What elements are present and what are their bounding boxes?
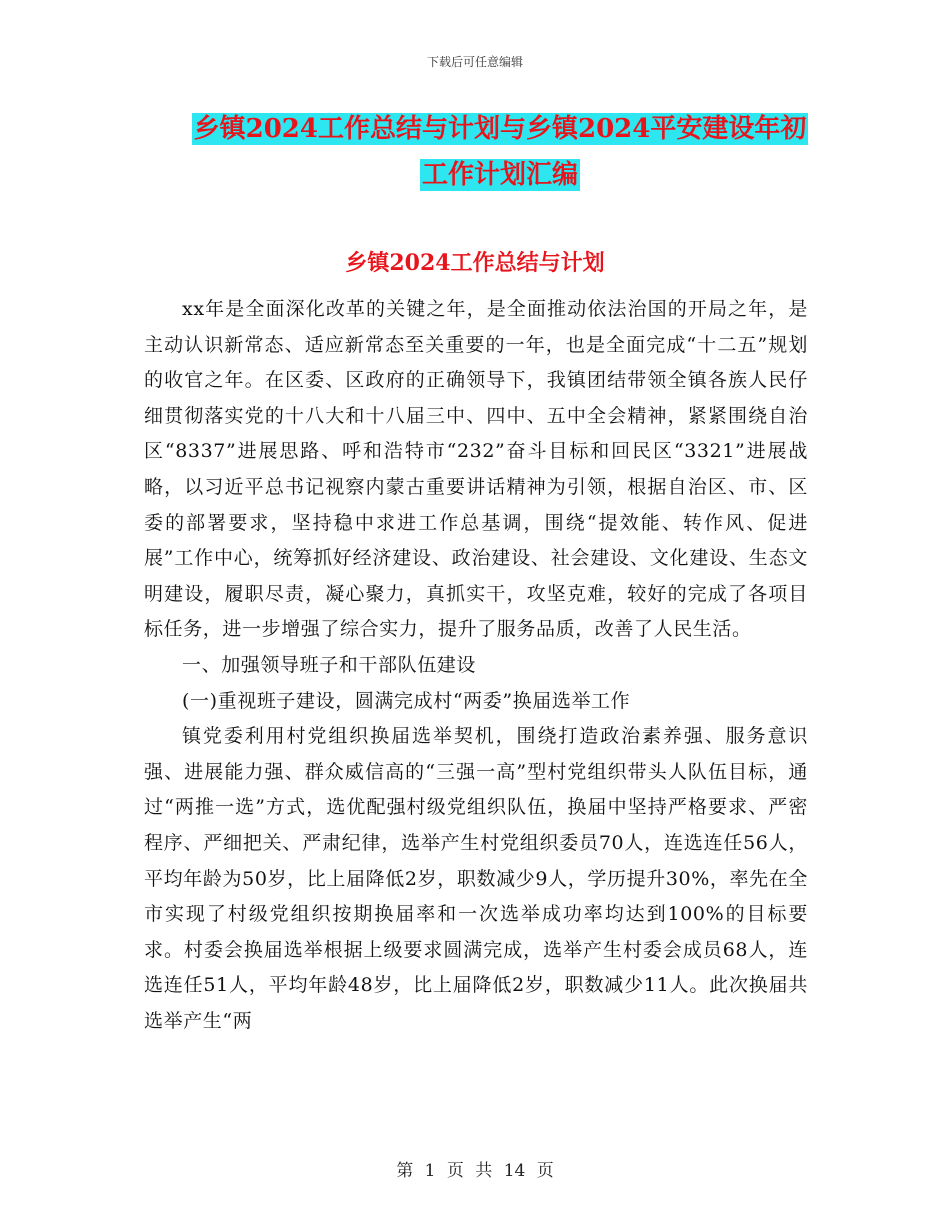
page-footer: 第 1 页 共 14 页	[396, 1161, 554, 1181]
document-body	[144, 292, 808, 1039]
document-title-line-2: 工作计划汇编	[421, 160, 578, 190]
paragraph-election: 镇党委利用村党组织换届选举契机，围绕打造政治素养强、服务意识强、进展能力强、群众威信高的“三强一高”型村党组织带头人队伍目标，通过“两推一选”方式，选优配强村级党组织队伍，换届中坚持严格要求、严密程序、严细把关、严肃纪律，选举产生村党组织委员70人，连选连任56人，平均年龄为50岁，比上届降低2岁，职数减少9人，学历提升30%，率先在全市实现了村级党组织按期换届率和一次选举成功率均达到100%的目标要求。村委会换届选举根据上级要求圆满完成，选举产生村委会成员68人，连选连任51人，平均年龄48岁，比上届降低2岁，职数减少11人。此次换届共选举产生“两	[144, 725, 808, 1032]
heading-level-2: (一)重视班子建设，圆满完成村“两委”换届选举工作	[182, 689, 631, 712]
document-title-line-1: 乡镇2024工作总结与计划与乡镇2024平安建设年初	[193, 114, 807, 144]
document-title	[150, 106, 850, 198]
paragraph-intro: xx年是全面深化改革的关键之年，是全面推动依法治国的开局之年，是主动认识新常态、适应新常态至关重要的一年，也是全面完成“十二五”规划的收官之年。在区委、区政府的正确领导下，我镇团结带领全镇各族人民仔细贯彻落实党的十八大和十八届三中、四中、五中全会精神，紧紧围绕自治区“8337”进展思路、呼和浩特市“232”奋斗目标和回民区“3321”进展战略，以习近平总书记视察内蒙古重要讲话精神为引领，根据自治区、市、区委的部署要求，坚持稳中求进工作总基调，围绕“提效能、转作风、促进展”工作中心，统筹抓好经济建设、政治建设、社会建设、文化建设、生态文明建设，履职尽责，凝心聚力，真抓实干，攻坚克难，较好的完成了各项目标任务，进一步增强了综合实力，提升了服务品质，改善了人民生活。	[144, 298, 808, 641]
heading-level-1: 一、加强领导班子和干部队伍建设	[182, 653, 477, 676]
section-title: 乡镇2024工作总结与计划	[345, 250, 605, 276]
page-header: 下载后可任意编辑	[426, 55, 523, 69]
